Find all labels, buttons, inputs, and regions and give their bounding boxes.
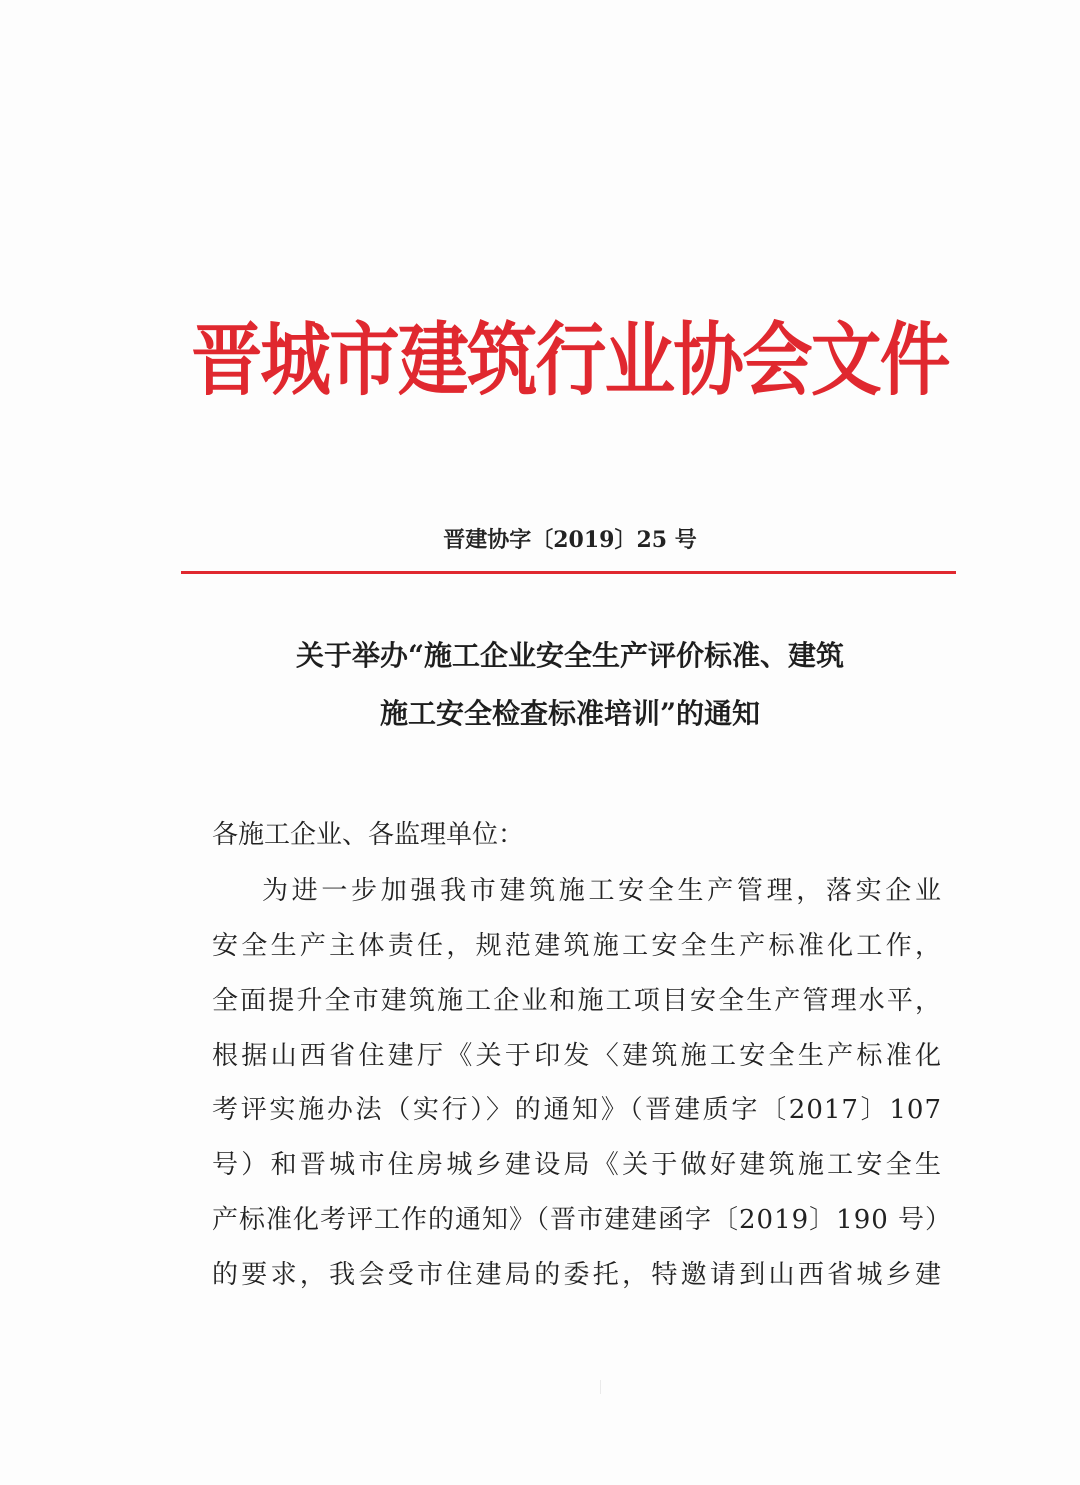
body-line: 产标准化考评工作的通知》（晋市建建函字〔2019〕190 号） — [212, 1205, 953, 1235]
body-line: 的要求，我会受市住建局的委托，特邀请到山西省城乡建 — [212, 1260, 942, 1290]
notice-title-line-1: 关于举办“施工企业安全生产评价标准、建筑 — [295, 639, 845, 672]
document-number: 晋建协字〔2019〕25 号 — [443, 527, 697, 553]
masthead-title: 晋城市建筑行业协会文件 — [191, 312, 949, 407]
salutation: 各施工企业、各监理单位： — [212, 820, 525, 850]
body-line: 全面提升全市建筑施工企业和施工项目安全生产管理水平， — [212, 986, 942, 1016]
body-line: 考评实施办法（实行）〉的通知》（晋建质字〔2017〕107 — [212, 1095, 942, 1125]
body-line: 根据山西省住建厅《关于印发〈建筑施工安全生产标准化 — [212, 1041, 942, 1071]
body-line: 为进一步加强我市建筑施工安全生产管理，落实企业 — [262, 876, 942, 906]
scan-speck — [600, 1380, 611, 1394]
body-line: 号）和晋城市住房城乡建设局《关于做好建筑施工安全生 — [212, 1150, 942, 1180]
notice-title-line-2: 施工安全检查标准培训”的通知 — [379, 697, 761, 730]
body-line: 安全生产主体责任，规范建筑施工安全生产标准化工作， — [212, 931, 942, 961]
red-divider-line — [181, 571, 956, 574]
